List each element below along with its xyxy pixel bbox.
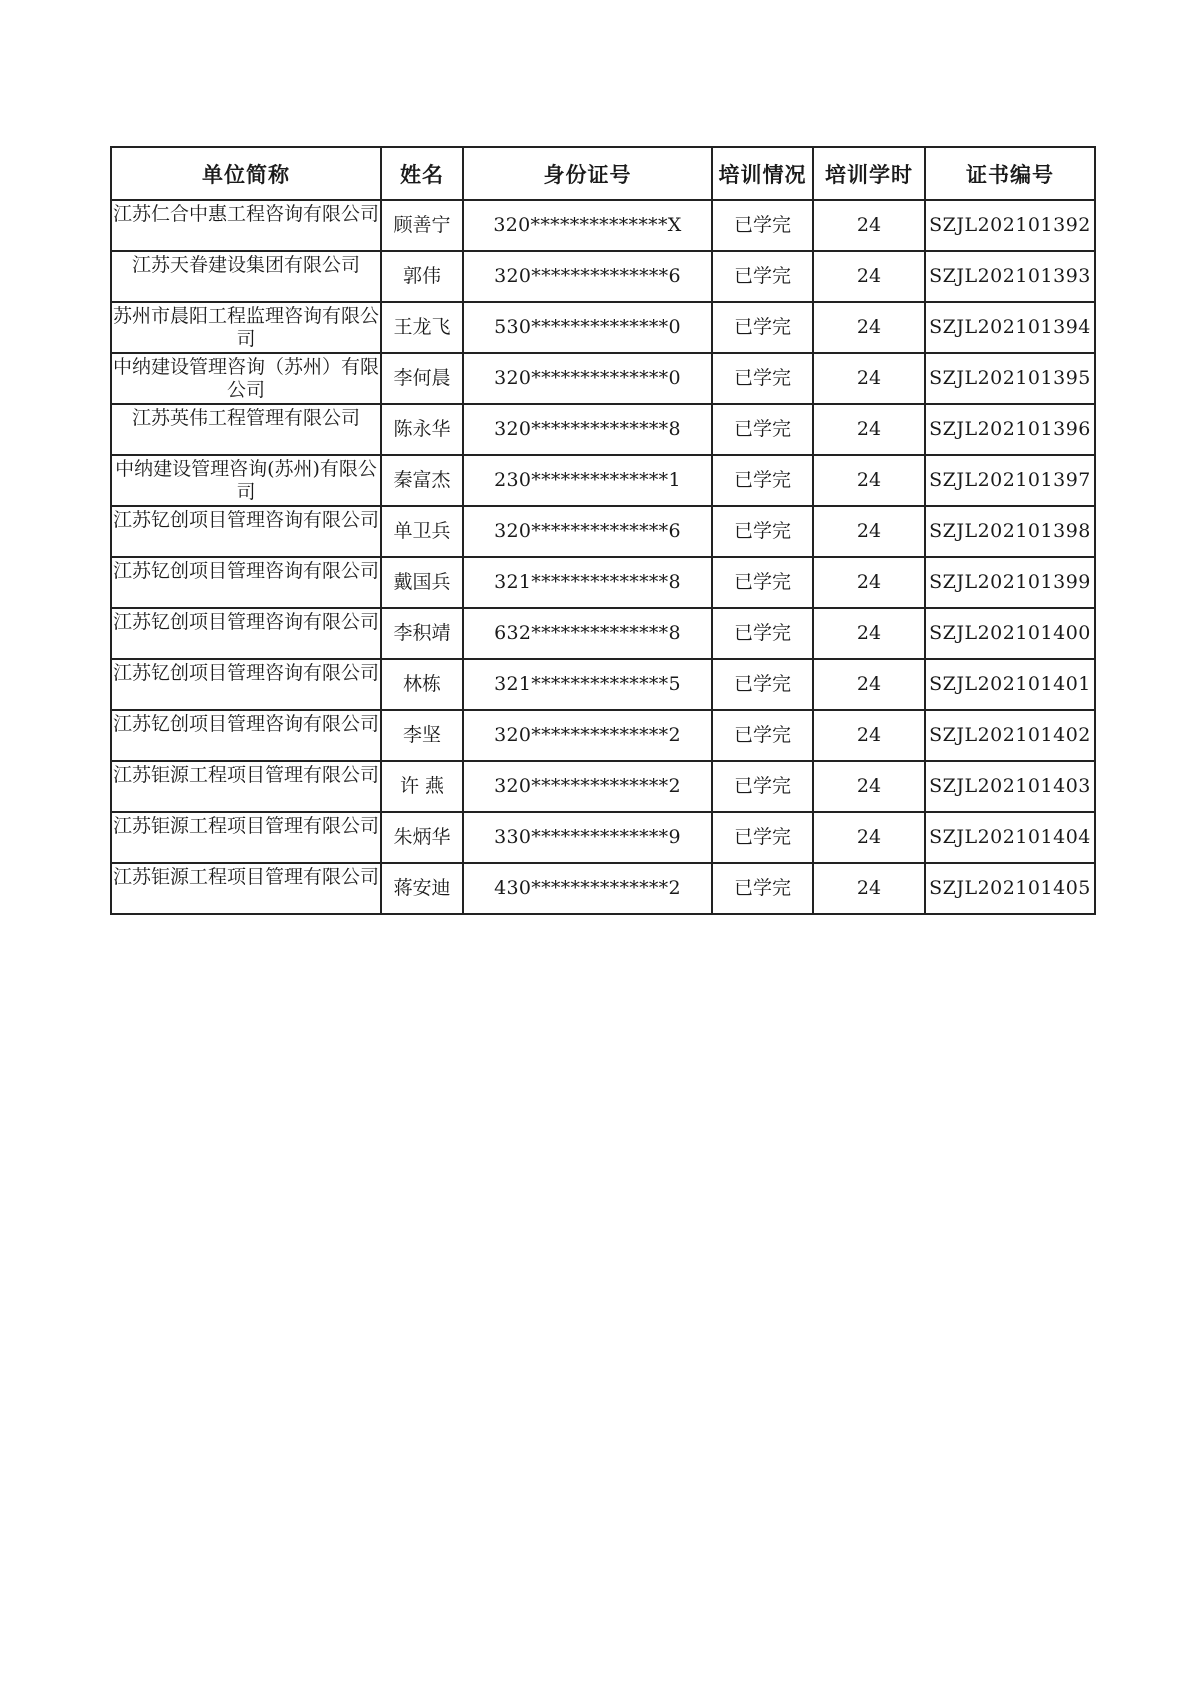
cell-status: 已学完 bbox=[712, 557, 813, 608]
cell-certificate: SZJL202101394 bbox=[925, 302, 1095, 353]
cell-id-number: 320**************6 bbox=[463, 506, 712, 557]
cell-company bbox=[111, 353, 381, 404]
cell-hours: 24 bbox=[813, 353, 925, 404]
table-row bbox=[111, 353, 1095, 404]
training-roster-table bbox=[110, 146, 1096, 915]
table-row bbox=[111, 710, 1095, 761]
header-name: 姓名 bbox=[381, 147, 463, 200]
cell-name: 秦富杰 bbox=[381, 455, 463, 506]
cell-certificate: SZJL202101404 bbox=[925, 812, 1095, 863]
cell-company bbox=[111, 506, 381, 557]
cell-status: 已学完 bbox=[712, 761, 813, 812]
cell-id-number: 430**************2 bbox=[463, 863, 712, 914]
cell-status: 已学完 bbox=[712, 251, 813, 302]
header-certificate: 证书编号 bbox=[925, 147, 1095, 200]
table-header-row bbox=[111, 147, 1095, 200]
cell-name: 顾善宁 bbox=[381, 200, 463, 251]
cell-certificate: SZJL202101403 bbox=[925, 761, 1095, 812]
cell-id-number: 632**************8 bbox=[463, 608, 712, 659]
company-text: 江苏钜源工程项目管理有限公司 bbox=[112, 815, 379, 837]
cell-id-number: 320**************2 bbox=[463, 710, 712, 761]
training-roster-sheet bbox=[110, 146, 1094, 915]
company-text: 江苏钜源工程项目管理有限公司 bbox=[112, 764, 379, 786]
company-text: 江苏天眷建设集团有限公司 bbox=[131, 254, 360, 276]
table-row bbox=[111, 200, 1095, 251]
cell-status: 已学完 bbox=[712, 812, 813, 863]
cell-name: 单卫兵 bbox=[381, 506, 463, 557]
company-text: 江苏钜源工程项目管理有限公司 bbox=[112, 866, 379, 888]
table-row bbox=[111, 302, 1095, 353]
cell-company bbox=[111, 200, 381, 251]
cell-certificate: SZJL202101395 bbox=[925, 353, 1095, 404]
cell-certificate: SZJL202101401 bbox=[925, 659, 1095, 710]
cell-company bbox=[111, 812, 381, 863]
company-text: 江苏钇创项目管理咨询有限公司 bbox=[112, 713, 379, 735]
cell-certificate: SZJL202101400 bbox=[925, 608, 1095, 659]
cell-name: 朱炳华 bbox=[381, 812, 463, 863]
cell-id-number: 320**************8 bbox=[463, 404, 712, 455]
company-text: 江苏钇创项目管理咨询有限公司 bbox=[112, 611, 379, 633]
table-row bbox=[111, 404, 1095, 455]
cell-status: 已学完 bbox=[712, 710, 813, 761]
header-status: 培训情况 bbox=[712, 147, 813, 200]
cell-name: 陈永华 bbox=[381, 404, 463, 455]
header-hours: 培训学时 bbox=[813, 147, 925, 200]
cell-id-number: 321**************8 bbox=[463, 557, 712, 608]
cell-company bbox=[111, 251, 381, 302]
cell-name: 林栋 bbox=[381, 659, 463, 710]
cell-id-number: 320**************6 bbox=[463, 251, 712, 302]
cell-company bbox=[111, 404, 381, 455]
cell-certificate: SZJL202101405 bbox=[925, 863, 1095, 914]
cell-hours: 24 bbox=[813, 251, 925, 302]
cell-certificate: SZJL202101399 bbox=[925, 557, 1095, 608]
table-row bbox=[111, 863, 1095, 914]
company-text: 江苏钇创项目管理咨询有限公司 bbox=[112, 662, 379, 684]
cell-company bbox=[111, 557, 381, 608]
cell-name: 戴国兵 bbox=[381, 557, 463, 608]
cell-hours: 24 bbox=[813, 404, 925, 455]
cell-name: 李坚 bbox=[381, 710, 463, 761]
cell-hours: 24 bbox=[813, 455, 925, 506]
cell-company bbox=[111, 710, 381, 761]
cell-company bbox=[111, 302, 381, 353]
table-body bbox=[111, 200, 1095, 914]
cell-company bbox=[111, 659, 381, 710]
cell-id-number: 321**************5 bbox=[463, 659, 712, 710]
cell-hours: 24 bbox=[813, 812, 925, 863]
cell-hours: 24 bbox=[813, 506, 925, 557]
cell-status: 已学完 bbox=[712, 302, 813, 353]
table-row bbox=[111, 761, 1095, 812]
cell-hours: 24 bbox=[813, 761, 925, 812]
cell-status: 已学完 bbox=[712, 404, 813, 455]
table-row bbox=[111, 557, 1095, 608]
cell-status: 已学完 bbox=[712, 506, 813, 557]
table-row bbox=[111, 659, 1095, 710]
table-row bbox=[111, 455, 1095, 506]
header-id-number: 身份证号 bbox=[463, 147, 712, 200]
cell-id-number: 330**************9 bbox=[463, 812, 712, 863]
cell-hours: 24 bbox=[813, 863, 925, 914]
cell-name: 蒋安迪 bbox=[381, 863, 463, 914]
cell-name: 王龙飞 bbox=[381, 302, 463, 353]
cell-name: 李积靖 bbox=[381, 608, 463, 659]
cell-company bbox=[111, 608, 381, 659]
company-text: 中纳建设管理咨询(苏州)有限公司 bbox=[115, 458, 377, 503]
cell-certificate: SZJL202101396 bbox=[925, 404, 1095, 455]
cell-name: 许 燕 bbox=[381, 761, 463, 812]
cell-hours: 24 bbox=[813, 302, 925, 353]
header-company: 单位简称 bbox=[111, 147, 381, 200]
cell-hours: 24 bbox=[813, 659, 925, 710]
cell-status: 已学完 bbox=[712, 353, 813, 404]
company-text: 江苏仁合中惠工程咨询有限公司 bbox=[112, 203, 379, 225]
company-text: 中纳建设管理咨询（苏州）有限公司 bbox=[112, 356, 379, 401]
cell-certificate: SZJL202101393 bbox=[925, 251, 1095, 302]
cell-id-number: 320**************X bbox=[463, 200, 712, 251]
cell-status: 已学完 bbox=[712, 863, 813, 914]
cell-company bbox=[111, 761, 381, 812]
cell-name: 李何晨 bbox=[381, 353, 463, 404]
cell-id-number: 230**************1 bbox=[463, 455, 712, 506]
cell-name: 郭伟 bbox=[381, 251, 463, 302]
cell-hours: 24 bbox=[813, 200, 925, 251]
company-text: 苏州市晨阳工程监理咨询有限公司 bbox=[112, 305, 379, 350]
cell-company bbox=[111, 455, 381, 506]
table-row bbox=[111, 506, 1095, 557]
cell-certificate: SZJL202101392 bbox=[925, 200, 1095, 251]
cell-certificate: SZJL202101402 bbox=[925, 710, 1095, 761]
cell-id-number: 320**************0 bbox=[463, 353, 712, 404]
cell-hours: 24 bbox=[813, 608, 925, 659]
cell-status: 已学完 bbox=[712, 455, 813, 506]
company-text: 江苏钇创项目管理咨询有限公司 bbox=[112, 509, 379, 531]
cell-certificate: SZJL202101397 bbox=[925, 455, 1095, 506]
cell-hours: 24 bbox=[813, 557, 925, 608]
table-row bbox=[111, 608, 1095, 659]
cell-certificate: SZJL202101398 bbox=[925, 506, 1095, 557]
company-text: 江苏英伟工程管理有限公司 bbox=[131, 407, 360, 429]
cell-id-number: 320**************2 bbox=[463, 761, 712, 812]
company-text: 江苏钇创项目管理咨询有限公司 bbox=[112, 560, 379, 582]
cell-status: 已学完 bbox=[712, 200, 813, 251]
cell-hours: 24 bbox=[813, 710, 925, 761]
table-row bbox=[111, 812, 1095, 863]
cell-id-number: 530**************0 bbox=[463, 302, 712, 353]
table-row bbox=[111, 251, 1095, 302]
cell-status: 已学完 bbox=[712, 659, 813, 710]
cell-company bbox=[111, 863, 381, 914]
cell-status: 已学完 bbox=[712, 608, 813, 659]
